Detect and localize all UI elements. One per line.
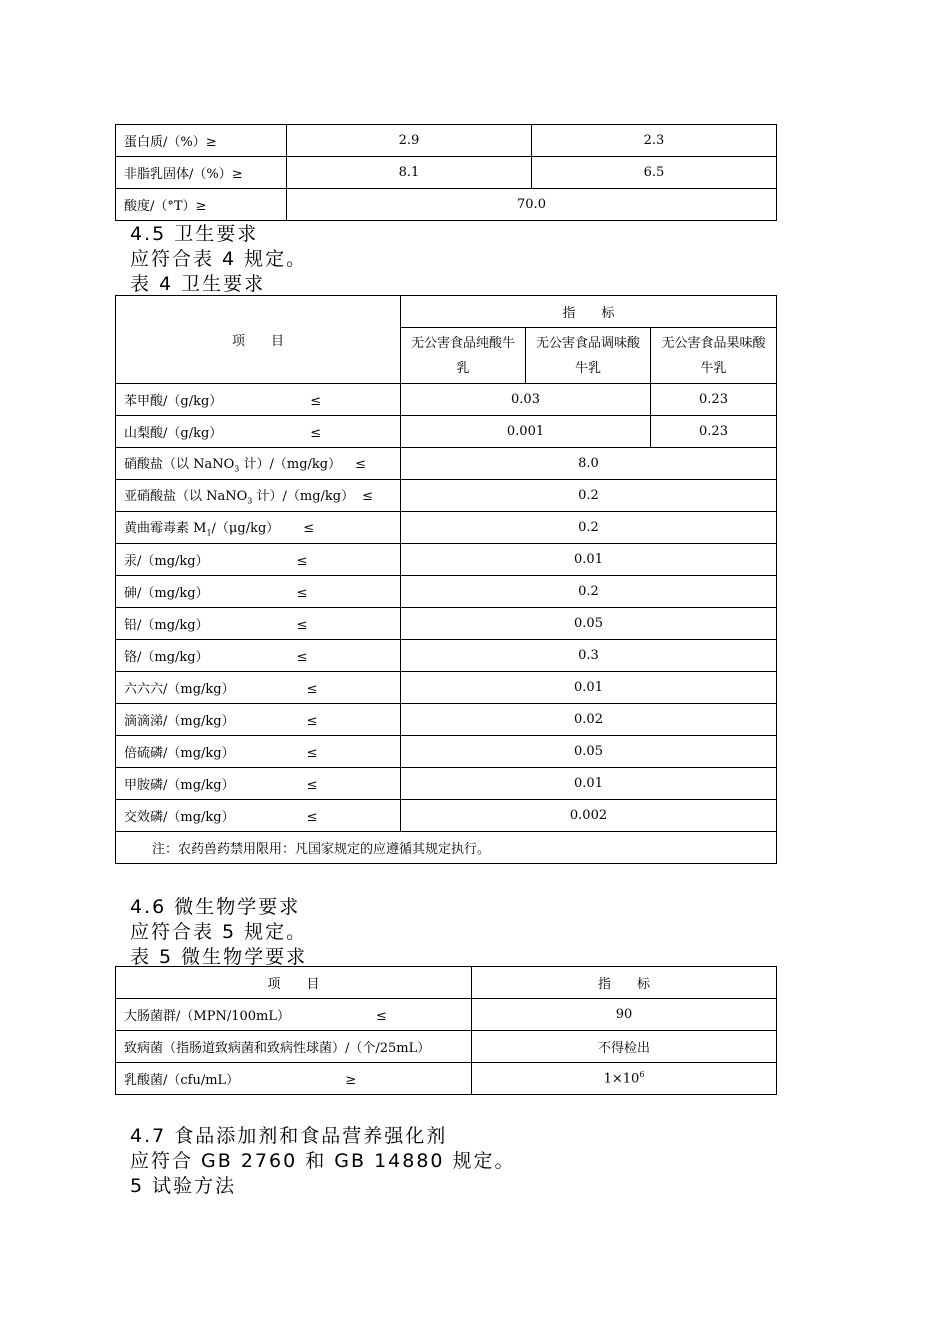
row-item: 致病菌（指肠道致病菌和致病性球菌）/（个/25mL）: [116, 1031, 472, 1063]
subscript: 3: [247, 496, 253, 506]
limit-sign: ≤: [296, 618, 308, 633]
section-4-5-heading: 4.5 卫生要求: [130, 223, 259, 245]
row-value: 70.0: [287, 189, 777, 221]
table-row: [116, 512, 777, 544]
row-item: [116, 1063, 472, 1095]
row-item: 酸度/（°T）≥: [116, 189, 287, 221]
header-col-3: 无公害食品果味酸牛乳: [651, 328, 777, 384]
row-item: [116, 416, 401, 448]
table-row: [116, 189, 777, 221]
section-4-7-heading: 4.7 食品添加剂和食品营养强化剂: [130, 1125, 448, 1147]
row-item: 蛋白质/（%）≥: [116, 125, 287, 157]
item-label: /（μg/kg）: [211, 521, 280, 537]
table-4-title: 表 4 卫生要求: [130, 273, 266, 295]
limit-sign: ≤: [306, 682, 318, 697]
limit-sign: ≤: [296, 586, 308, 601]
table-row: [116, 544, 777, 576]
row-value: [472, 1063, 777, 1095]
table-row: [116, 125, 777, 157]
row-value: 2.9: [287, 125, 532, 157]
item-label: 亚硝酸盐（以 NaNO: [124, 489, 248, 505]
section-4-5-text: 应符合表 4 规定。: [130, 248, 308, 270]
row-item: [116, 640, 401, 672]
limit-sign: ≤: [303, 521, 315, 537]
row-item: [116, 544, 401, 576]
value-base: 1×10: [603, 1071, 640, 1087]
item-label: 汞/（mg/kg）: [124, 554, 209, 569]
section-4-7-text: 应符合 GB 2760 和 GB 14880 规定。: [130, 1150, 516, 1172]
limit-sign: ≤: [306, 714, 318, 729]
row-value: 0.3: [401, 640, 777, 672]
row-item: 非脂乳固体/（%）≥: [116, 157, 287, 189]
table-row: [116, 999, 777, 1031]
item-label: 乳酸菌/（cfu/mL）: [124, 1073, 240, 1088]
table-3-continued: [115, 124, 777, 221]
row-value: 0.2: [401, 480, 777, 512]
row-item: [116, 704, 401, 736]
table-row: [116, 800, 777, 832]
row-value: 0.05: [401, 736, 777, 768]
row-item: [116, 672, 401, 704]
limit-sign: ≤: [375, 1009, 387, 1024]
limit-sign: ≤: [306, 746, 318, 761]
row-item: [116, 512, 401, 544]
header-item: 项 目: [116, 296, 401, 384]
item-label: 铅/（mg/kg）: [124, 618, 209, 633]
row-value: 0.002: [401, 800, 777, 832]
table-row: [116, 1031, 777, 1063]
row-item: [116, 736, 401, 768]
limit-sign: ≤: [296, 650, 308, 665]
table-row: [116, 768, 777, 800]
row-value: 0.2: [401, 512, 777, 544]
table-row: [116, 448, 777, 480]
item-label: 六六六/（mg/kg）: [124, 682, 235, 697]
header-item: 项 目: [116, 967, 472, 999]
row-item: [116, 448, 401, 480]
limit-sign: ≤: [362, 489, 374, 505]
table-row: [116, 416, 777, 448]
row-item: [116, 800, 401, 832]
section-4-6-heading: 4.6 微生物学要求: [130, 896, 301, 918]
limit-sign: ≥: [345, 1073, 357, 1088]
table-header-row: [116, 967, 777, 999]
limit-sign: ≤: [310, 426, 322, 441]
row-value: 0.05: [401, 608, 777, 640]
row-item: [116, 608, 401, 640]
subscript: 3: [234, 464, 240, 474]
limit-sign: ≤: [310, 394, 322, 409]
row-value: 8.1: [287, 157, 532, 189]
row-item: [116, 576, 401, 608]
header-col-2: 无公害食品调味酸牛乳: [526, 328, 651, 384]
item-label: 铬/（mg/kg）: [124, 650, 209, 665]
table-header-row: [116, 296, 777, 328]
row-value: 0.23: [651, 416, 777, 448]
item-label: 计）/（mg/kg）: [239, 457, 342, 473]
section-5-heading: 5 试验方法: [130, 1175, 237, 1197]
row-value: 不得检出: [472, 1031, 777, 1063]
table-row: [116, 1063, 777, 1095]
item-label: 计）/（mg/kg）: [252, 489, 355, 505]
row-item: [116, 480, 401, 512]
row-value: 0.23: [651, 384, 777, 416]
table-5-title: 表 5 微生物学要求: [130, 946, 308, 968]
value-exponent: 6: [639, 1070, 645, 1080]
item-label: 硝酸盐（以 NaNO: [124, 457, 235, 473]
row-value: 6.5: [532, 157, 777, 189]
row-value: 90: [472, 999, 777, 1031]
row-item: [116, 384, 401, 416]
table-note-row: [116, 832, 777, 864]
item-label: 交效磷/（mg/kg）: [124, 810, 235, 825]
row-value: 0.01: [401, 544, 777, 576]
limit-sign: ≤: [296, 554, 308, 569]
header-col-1: 无公害食品纯酸牛乳: [401, 328, 526, 384]
row-value: 0.001: [401, 416, 651, 448]
row-value: 0.2: [401, 576, 777, 608]
item-label: 倍硫磷/（mg/kg）: [124, 746, 235, 761]
table-note: 注：农药兽药禁用限用：凡国家规定的应遵循其规定执行。: [116, 832, 777, 864]
row-item: [116, 768, 401, 800]
row-value: 8.0: [401, 448, 777, 480]
section-4-6-text: 应符合表 5 规定。: [130, 921, 308, 943]
row-value: 0.03: [401, 384, 651, 416]
row-value: 2.3: [532, 125, 777, 157]
header-index: 指 标: [472, 967, 777, 999]
table-row: [116, 608, 777, 640]
row-value: 0.01: [401, 768, 777, 800]
table-row: [116, 704, 777, 736]
table-row: [116, 157, 777, 189]
item-label: 山梨酸/（g/kg）: [124, 426, 223, 441]
item-label: 甲胺磷/（mg/kg）: [124, 778, 235, 793]
limit-sign: ≤: [355, 457, 367, 473]
table-row: [116, 736, 777, 768]
table-row: [116, 576, 777, 608]
header-index: 指 标: [401, 296, 777, 328]
item-label: 滴滴涕/（mg/kg）: [124, 714, 235, 729]
item-label: 大肠菌群/（MPN/100mL）: [124, 1009, 290, 1024]
row-value: 0.02: [401, 704, 777, 736]
row-value: 0.01: [401, 672, 777, 704]
table-4: [115, 295, 777, 864]
subscript: 1: [206, 528, 212, 538]
item-label: 砷/（mg/kg）: [124, 586, 209, 601]
table-row: [116, 672, 777, 704]
table-5: [115, 966, 777, 1095]
limit-sign: ≤: [306, 778, 318, 793]
limit-sign: ≤: [306, 810, 318, 825]
table-row: [116, 640, 777, 672]
item-label: 苯甲酸/（g/kg）: [124, 394, 223, 409]
table-row: [116, 480, 777, 512]
table-row: [116, 384, 777, 416]
item-label: 黄曲霉毒素 M: [124, 521, 207, 537]
row-item: [116, 999, 472, 1031]
